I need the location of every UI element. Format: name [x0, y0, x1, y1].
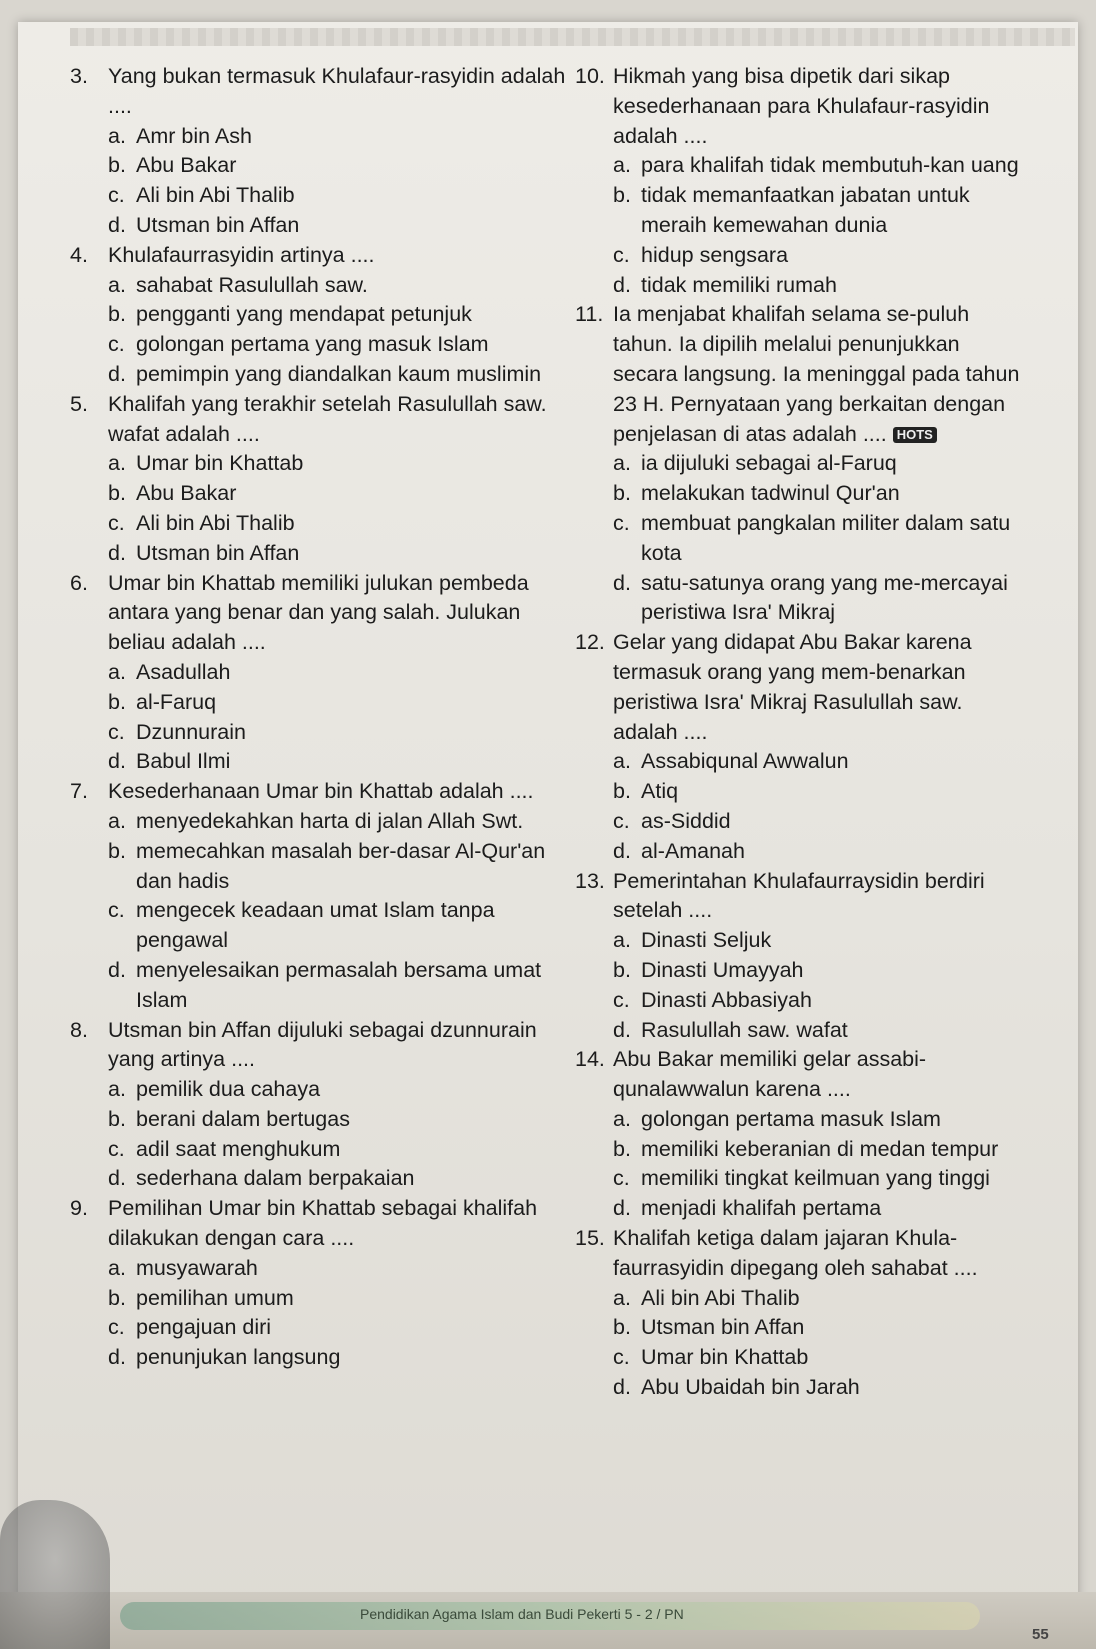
question-text — [613, 1045, 1025, 1105]
option-letter: a. — [613, 451, 631, 476]
question-stem — [70, 1016, 580, 1076]
answer-options — [108, 122, 580, 241]
answer-options — [108, 449, 580, 568]
answer-option — [108, 658, 580, 688]
answer-option — [613, 777, 1025, 807]
option-letter: d. — [108, 212, 126, 237]
answer-option — [108, 1254, 580, 1284]
option-letter: c. — [613, 808, 630, 833]
option-text: pemilihan umum — [136, 1285, 294, 1310]
option-letter: d. — [613, 1196, 631, 1221]
option-text: pemimpin yang diandalkan kaum muslimin — [136, 361, 542, 386]
question-stem — [575, 62, 1025, 151]
option-letter: a. — [613, 928, 631, 953]
option-text: Atiq — [641, 779, 679, 804]
question-number: 12. — [575, 630, 605, 655]
question-text — [108, 390, 580, 450]
option-letter: d. — [108, 1166, 126, 1191]
question-number: 13. — [575, 868, 605, 893]
answer-option — [613, 986, 1025, 1016]
option-text: satu-satunya orang yang me-mercayai peristiwa Isra' Mikraj — [641, 570, 1008, 625]
option-text: menjadi khalifah pertama — [641, 1196, 882, 1221]
option-text: melakukan tadwinul Qur'an — [641, 481, 900, 506]
question-item — [70, 1194, 580, 1373]
option-text: Dinasti Abbasiyah — [641, 987, 812, 1012]
question-text — [108, 241, 580, 271]
question-text-content: Abu Bakar memiliki gelar assabi-qunalawwalun karena .... — [613, 1047, 927, 1102]
question-number: 7. — [70, 779, 88, 804]
option-text: menyelesaikan permasalah bersama umat Islam — [136, 957, 542, 1012]
option-text: tidak memiliki rumah — [641, 272, 837, 297]
option-letter: c. — [108, 1315, 125, 1340]
answer-options — [613, 1105, 1025, 1224]
question-item — [575, 628, 1025, 866]
option-text: memecahkan masalah ber-dasar Al-Qur'an dan hadis — [136, 838, 546, 893]
option-text: golongan pertama masuk Islam — [641, 1106, 941, 1131]
option-letter: b. — [108, 481, 126, 506]
answer-option — [108, 1284, 580, 1314]
answer-option — [613, 479, 1025, 509]
option-letter: b. — [613, 957, 631, 982]
option-letter: b. — [613, 481, 631, 506]
question-number: 10. — [575, 64, 605, 88]
option-letter: c. — [613, 987, 630, 1012]
answer-options — [613, 926, 1025, 1045]
question-item — [70, 390, 580, 569]
question-item — [575, 62, 1025, 300]
option-text: Ali bin Abi Thalib — [136, 510, 295, 535]
answer-option — [108, 1075, 580, 1105]
answer-option — [613, 1164, 1025, 1194]
question-item — [575, 300, 1025, 628]
answer-option — [613, 1284, 1025, 1314]
option-letter: a. — [613, 1106, 631, 1131]
question-text — [613, 628, 1025, 747]
answer-option — [108, 1164, 580, 1194]
question-text-content: Pemerintahan Khulafaurraysidin berdiri setelah .... — [613, 868, 985, 923]
right-question-column — [575, 62, 1025, 1403]
answer-option — [108, 211, 580, 241]
option-text: al-Faruq — [136, 689, 217, 714]
option-text: para khalifah tidak membutuh-kan uang — [641, 153, 1019, 178]
question-item — [575, 1045, 1025, 1224]
option-letter: b. — [108, 1106, 126, 1131]
option-letter: b. — [108, 302, 126, 327]
answer-option — [108, 271, 580, 301]
option-text: menyedekahkan harta di jalan Allah Swt. — [136, 808, 524, 833]
option-text: mengecek keadaan umat Islam tanpa pengawal — [136, 898, 495, 953]
answer-option — [108, 1313, 580, 1343]
question-stem — [575, 1045, 1025, 1105]
question-item — [70, 569, 580, 778]
answer-option — [108, 688, 580, 718]
option-letter: a. — [108, 1077, 126, 1102]
question-item — [70, 241, 580, 390]
answer-option — [613, 1343, 1025, 1373]
question-text-content: Yang bukan termasuk Khulafaur-rasyidin adalah .... — [108, 64, 566, 118]
question-text-content: Utsman bin Affan dijuluki sebagai dzunnurain yang artinya .... — [108, 1017, 537, 1072]
question-stem — [575, 300, 1025, 449]
option-text: Ali bin Abi Thalib — [136, 183, 295, 208]
question-stem — [70, 62, 580, 122]
answer-option — [613, 837, 1025, 867]
question-text-content: Ia menjabat khalifah selama se-puluh tahun. Ia dipilih melalui penunjukkan secara langsung. Ia meninggal pada tahun 23 H. Pernyataan yang berkaitan dengan penjelasan di atas adalah .... — [613, 302, 1020, 446]
option-text: Ali bin Abi Thalib — [641, 1285, 800, 1310]
answer-options — [108, 271, 580, 390]
question-text-content: Gelar yang didapat Abu Bakar karena termasuk orang yang mem-benarkan peristiwa Isra' Mikraj Rasulullah saw. adalah .... — [613, 630, 972, 744]
option-letter: a. — [613, 153, 631, 178]
answer-options — [108, 1075, 580, 1194]
question-number: 14. — [575, 1047, 605, 1072]
question-number: 9. — [70, 1196, 88, 1221]
question-item — [70, 1016, 580, 1195]
option-letter: c. — [613, 510, 630, 535]
question-text — [108, 569, 580, 658]
option-letter: c. — [108, 898, 125, 923]
option-text: membuat pangkalan militer dalam satu kota — [641, 510, 1011, 565]
question-stem — [575, 867, 1025, 927]
answer-option — [108, 747, 580, 777]
option-letter: a. — [108, 1255, 126, 1280]
page-top-edge — [70, 28, 1075, 46]
question-stem — [70, 569, 580, 658]
answer-option — [108, 449, 580, 479]
answer-option — [613, 151, 1025, 181]
answer-options — [108, 658, 580, 777]
option-text: al-Amanah — [641, 838, 745, 863]
option-letter: a. — [108, 272, 126, 297]
option-text: sederhana dalam berpakaian — [136, 1166, 415, 1191]
option-letter: c. — [613, 242, 630, 267]
option-text: Abu Ubaidah bin Jarah — [641, 1375, 860, 1400]
option-letter: a. — [108, 659, 126, 684]
option-text: ia dijuluki sebagai al-Faruq — [641, 451, 897, 476]
option-text: golongan pertama yang masuk Islam — [136, 332, 489, 357]
answer-option — [108, 300, 580, 330]
option-text: Umar bin Khattab — [136, 451, 304, 476]
option-letter: d. — [108, 957, 126, 982]
option-text: Asadullah — [136, 659, 231, 684]
option-text: tidak memanfaatkan jabatan untuk meraih kemewahan dunia — [641, 183, 970, 237]
option-text: Dinasti Seljuk — [641, 928, 772, 953]
option-letter: b. — [108, 689, 126, 714]
answer-option — [108, 1343, 580, 1373]
option-letter: a. — [613, 749, 631, 774]
answer-options — [613, 449, 1025, 628]
answer-option — [613, 1135, 1025, 1165]
option-letter: b. — [108, 838, 126, 863]
option-text: pengajuan diri — [136, 1315, 272, 1340]
question-text-content: Khalifah yang terakhir setelah Rasulullah saw. wafat adalah .... — [108, 391, 547, 446]
option-text: Dinasti Umayyah — [641, 957, 804, 982]
page-number: 55 — [1032, 1626, 1049, 1643]
answer-option — [108, 718, 580, 748]
option-text: pemilik dua cahaya — [136, 1077, 321, 1102]
question-text-content: Khalifah ketiga dalam jajaran Khula-faurrasyidin dipegang oleh sahabat .... — [613, 1226, 978, 1280]
question-number: 3. — [70, 64, 88, 88]
option-letter: b. — [613, 183, 631, 208]
answer-option — [613, 1373, 1025, 1403]
answer-options — [613, 151, 1025, 300]
answer-options — [613, 747, 1025, 866]
question-stem — [575, 1224, 1025, 1284]
option-text: Babul Ilmi — [136, 749, 231, 774]
option-letter: b. — [613, 1136, 631, 1161]
option-text: hidup sengsara — [641, 242, 789, 267]
answer-option — [613, 181, 1025, 241]
option-letter: c. — [108, 183, 125, 208]
option-letter: c. — [108, 510, 125, 535]
option-letter: c. — [613, 1166, 630, 1191]
question-text — [108, 1194, 580, 1254]
question-text-content: Umar bin Khattab memiliki julukan pembeda antara yang benar dan yang salah. Julukan beliau adalah .... — [108, 570, 529, 655]
answer-option — [108, 807, 580, 837]
answer-option — [108, 1135, 580, 1165]
question-item — [70, 62, 580, 241]
answer-option — [108, 509, 580, 539]
answer-option — [613, 1194, 1025, 1224]
answer-option — [613, 241, 1025, 271]
answer-option — [613, 1016, 1025, 1046]
option-letter: c. — [108, 332, 125, 357]
answer-option — [108, 122, 580, 152]
answer-option — [613, 569, 1025, 629]
option-letter: d. — [613, 1375, 631, 1400]
option-letter: d. — [108, 361, 126, 386]
option-letter: b. — [613, 779, 631, 804]
question-text-content: Kesederhanaan Umar bin Khattab adalah .... — [108, 779, 534, 804]
option-text: memiliki tingkat keilmuan yang tinggi — [641, 1166, 990, 1191]
option-text: adil saat menghukum — [136, 1136, 341, 1161]
option-text: Utsman bin Affan — [641, 1315, 805, 1340]
option-letter: b. — [108, 1285, 126, 1310]
option-letter: c. — [108, 1136, 125, 1161]
option-letter: d. — [613, 570, 631, 595]
option-letter: a. — [108, 451, 126, 476]
decorative-illustration — [0, 1500, 110, 1649]
question-text — [108, 62, 580, 122]
question-number: 15. — [575, 1226, 605, 1251]
footer-book-title: Pendidikan Agama Islam dan Budi Pekerti 5 - 2 / PN — [360, 1606, 684, 1622]
answer-option — [613, 1105, 1025, 1135]
option-letter: d. — [613, 1017, 631, 1042]
question-text — [108, 777, 580, 807]
question-item — [70, 777, 580, 1015]
option-letter: a. — [108, 808, 126, 833]
question-text — [613, 867, 1025, 927]
question-text-content: Hikmah yang bisa dipetik dari sikap kesederhanaan para Khulafaur-rasyidin adalah .... — [613, 64, 990, 148]
option-text: musyawarah — [136, 1255, 258, 1280]
option-letter: d. — [613, 272, 631, 297]
option-letter: b. — [613, 1315, 631, 1340]
option-text: Dzunnurain — [136, 719, 246, 744]
option-letter: b. — [108, 153, 126, 178]
question-number: 8. — [70, 1017, 88, 1042]
answer-option — [108, 837, 580, 897]
question-number: 11. — [575, 302, 604, 327]
answer-option — [613, 926, 1025, 956]
option-text: memiliki keberanian di medan tempur — [641, 1136, 999, 1161]
answer-option — [613, 807, 1025, 837]
option-letter: a. — [613, 1285, 631, 1310]
answer-option — [613, 509, 1025, 569]
question-stem — [575, 628, 1025, 747]
answer-option — [613, 1313, 1025, 1343]
option-letter: c. — [108, 719, 125, 744]
question-number: 4. — [70, 242, 88, 267]
question-number: 6. — [70, 570, 88, 595]
hots-badge: HOTS — [893, 427, 937, 443]
answer-option — [108, 479, 580, 509]
option-text: Utsman bin Affan — [136, 540, 300, 565]
question-stem — [70, 241, 580, 271]
question-stem — [70, 390, 580, 450]
left-question-column — [70, 62, 580, 1373]
option-text: penunjukan langsung — [136, 1345, 341, 1370]
question-item — [575, 867, 1025, 1046]
option-text: berani dalam bertugas — [136, 1106, 350, 1131]
option-text: Utsman bin Affan — [136, 212, 300, 237]
answer-option — [108, 896, 580, 956]
question-item — [575, 1224, 1025, 1403]
answer-option — [108, 360, 580, 390]
answer-option — [108, 1105, 580, 1135]
answer-options — [613, 1284, 1025, 1403]
option-letter: c. — [613, 1345, 630, 1370]
question-text — [613, 62, 1025, 151]
question-text — [613, 300, 1025, 449]
option-text: Abu Bakar — [136, 153, 237, 178]
answer-option — [108, 330, 580, 360]
question-text — [108, 1016, 580, 1076]
option-letter: d. — [108, 540, 126, 565]
answer-option — [108, 151, 580, 181]
answer-options — [108, 1254, 580, 1373]
question-text-content: Khulafaurrasyidin artinya .... — [108, 242, 375, 267]
question-number: 5. — [70, 391, 88, 416]
answer-option — [613, 956, 1025, 986]
answer-option — [108, 956, 580, 1016]
answer-option — [108, 181, 580, 211]
option-letter: a. — [108, 123, 126, 148]
question-stem — [70, 1194, 580, 1254]
option-text: pengganti yang mendapat petunjuk — [136, 302, 472, 327]
option-text: as-Siddid — [641, 808, 731, 833]
option-text: Amr bin Ash — [136, 123, 252, 148]
answer-options — [108, 807, 580, 1016]
answer-option — [108, 539, 580, 569]
option-text: Rasulullah saw. wafat — [641, 1017, 848, 1042]
answer-option — [613, 747, 1025, 777]
option-text: Umar bin Khattab — [641, 1345, 809, 1370]
option-text: Abu Bakar — [136, 481, 237, 506]
question-stem — [70, 777, 580, 807]
option-letter: d. — [613, 838, 631, 863]
option-letter: d. — [108, 1345, 126, 1370]
question-text-content: Pemilihan Umar bin Khattab sebagai khalifah dilakukan dengan cara .... — [108, 1196, 538, 1251]
question-text — [613, 1224, 1025, 1284]
option-text: sahabat Rasulullah saw. — [136, 272, 368, 297]
answer-option — [613, 449, 1025, 479]
answer-option — [613, 271, 1025, 301]
option-letter: d. — [108, 749, 126, 774]
option-text: Assabiqunal Awwalun — [641, 749, 849, 774]
